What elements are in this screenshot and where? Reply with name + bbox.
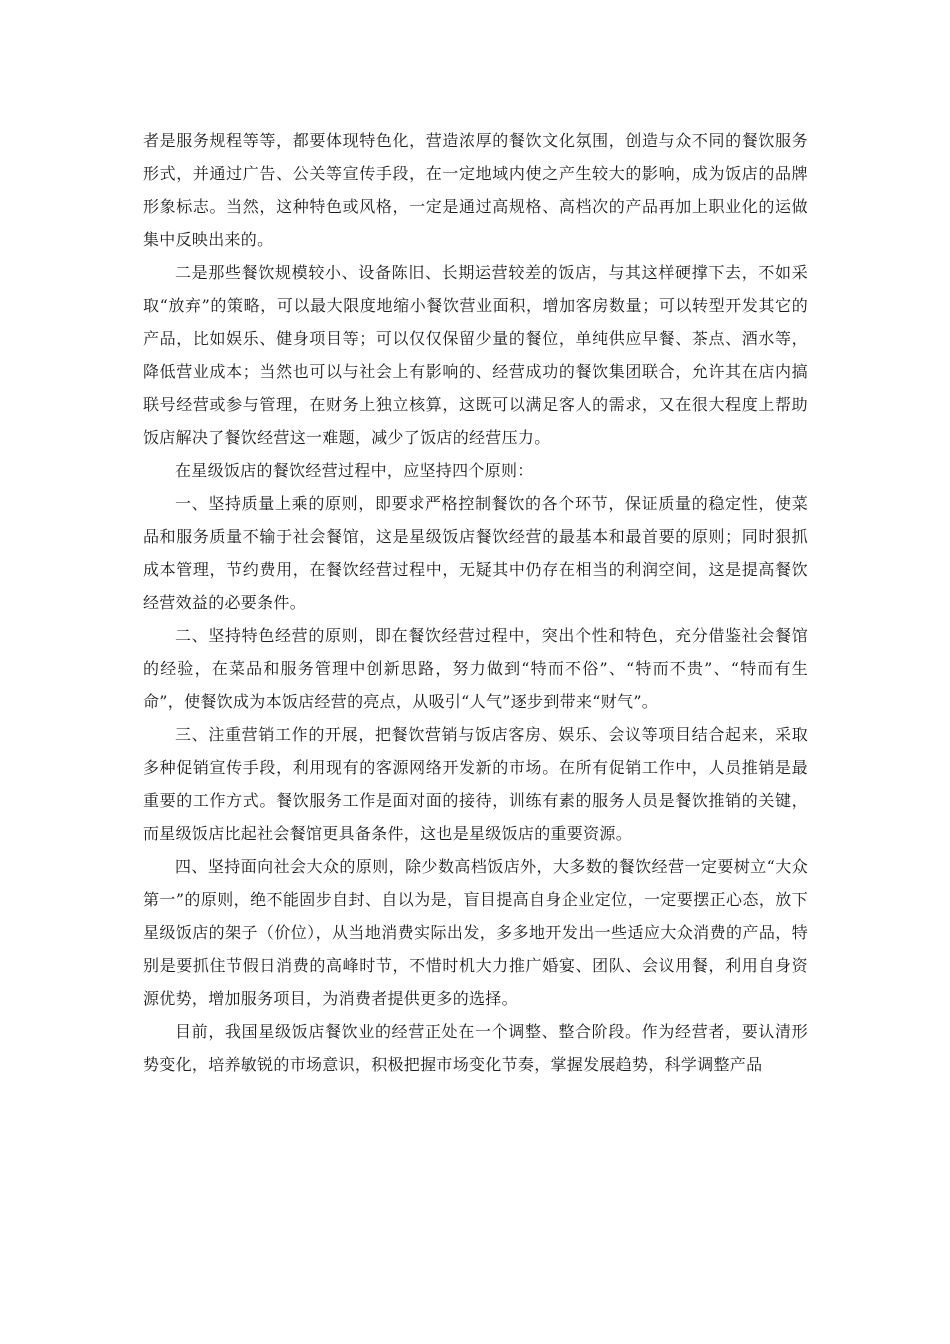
paragraph-principle-public: 四、坚持面向社会大众的原则，除少数高档饭店外，大多数的餐饮经营一定要树立“大众第一”的原则，绝不能固步自封、自以为是，盲目提高自身企业定位，一定要摆正心态，放下星级饭店的架子（价位），从当地消费实际出发，多多地开发出一些适应大众消费的产品，特别是要抓住节假日消费的高峰时节，不惜时机大力推广婚宴、团队、会议用餐，利用自身资源优势，增加服务项目，为消费者提供更多的选择。 [143,857,808,1008]
paragraph-principle-marketing: 三、注重营销工作的开展，把餐饮营销与饭店客房、娱乐、会议等项目结合起来，采取多种促销宣传手段，利用现有的客源网络开发新的市场。在所有促销工作中，人员推销是最重要的工作方式。餐饮服务工作是面对面的接待，训练有素的服务人员是餐饮推销的关键，而星级饭店比起社会餐馆更具备条件，这也是星级饭店的重要资源。 [143,725,808,843]
paragraph-conclusion: 目前，我国星级饭店餐饮业的经营正处在一个调整、整合阶段。作为经营者，要认清形势变化，培养敏锐的市场意识，积极把握市场变化节奏，掌握发展趋势，科学调整产品 [143,1022,808,1074]
paragraph-option-two: 二是那些餐饮规模较小、设备陈旧、长期运营较差的饭店，与其这样硬撑下去，不如采取“放弃”的策略，可以最大限度地缩小餐饮营业面积，增加客房数量；可以转型开发其它的产品，比如娱乐、健身项目等；可以仅仅保留少量的餐位，单纯供应早餐、茶点、酒水等，降低营业成本；当然也可以与社会上有影响的、经营成功的餐饮集团联合，允许其在店内搞联号经营或参与管理，在财务上独立核算，这既可以满足客人的需求，又在很大程度上帮助饭店解决了餐饮经营这一难题，减少了饭店的经营压力。 [143,263,808,447]
paragraph-principle-quality: 一、坚持质量上乘的原则，即要求严格控制餐饮的各个环节，保证质量的稳定性，使菜品和服务质量不输于社会餐馆，这是星级饭店餐饮经营的最基本和最首要的原则；同时狠抓成本管理，节约费用，在餐饮经营过程中，无疑其中仍存在相当的利润空间，这是提高餐饮经营效益的必要条件。 [143,494,808,612]
paragraph-principle-feature: 二、坚持特色经营的原则，即在餐饮经营过程中，突出个性和特色，充分借鉴社会餐馆的经验，在菜品和服务管理中创新思路，努力做到“特而不俗”、“特而不贵”、“特而有生命”，使餐饮成为本饭店经营的亮点，从吸引“人气”逐步到带来“财气”。 [143,626,808,711]
paragraph-principles-intro: 在星级饭店的餐饮经营过程中，应坚持四个原则： [175,461,534,480]
paragraph-continued: 者是服务规程等等，都要体现特色化，营造浓厚的餐饮文化氛围，创造与众不同的餐饮服务形式，并通过广告、公关等宣传手段，在一定地域内使之产生较大的影响，成为饭店的品牌形象标志。当然，这种特色或风格，一定是通过高规格、高档次的产品再加上职业化的运做集中反映出来的。 [143,131,808,249]
document-body [143,124,808,1081]
